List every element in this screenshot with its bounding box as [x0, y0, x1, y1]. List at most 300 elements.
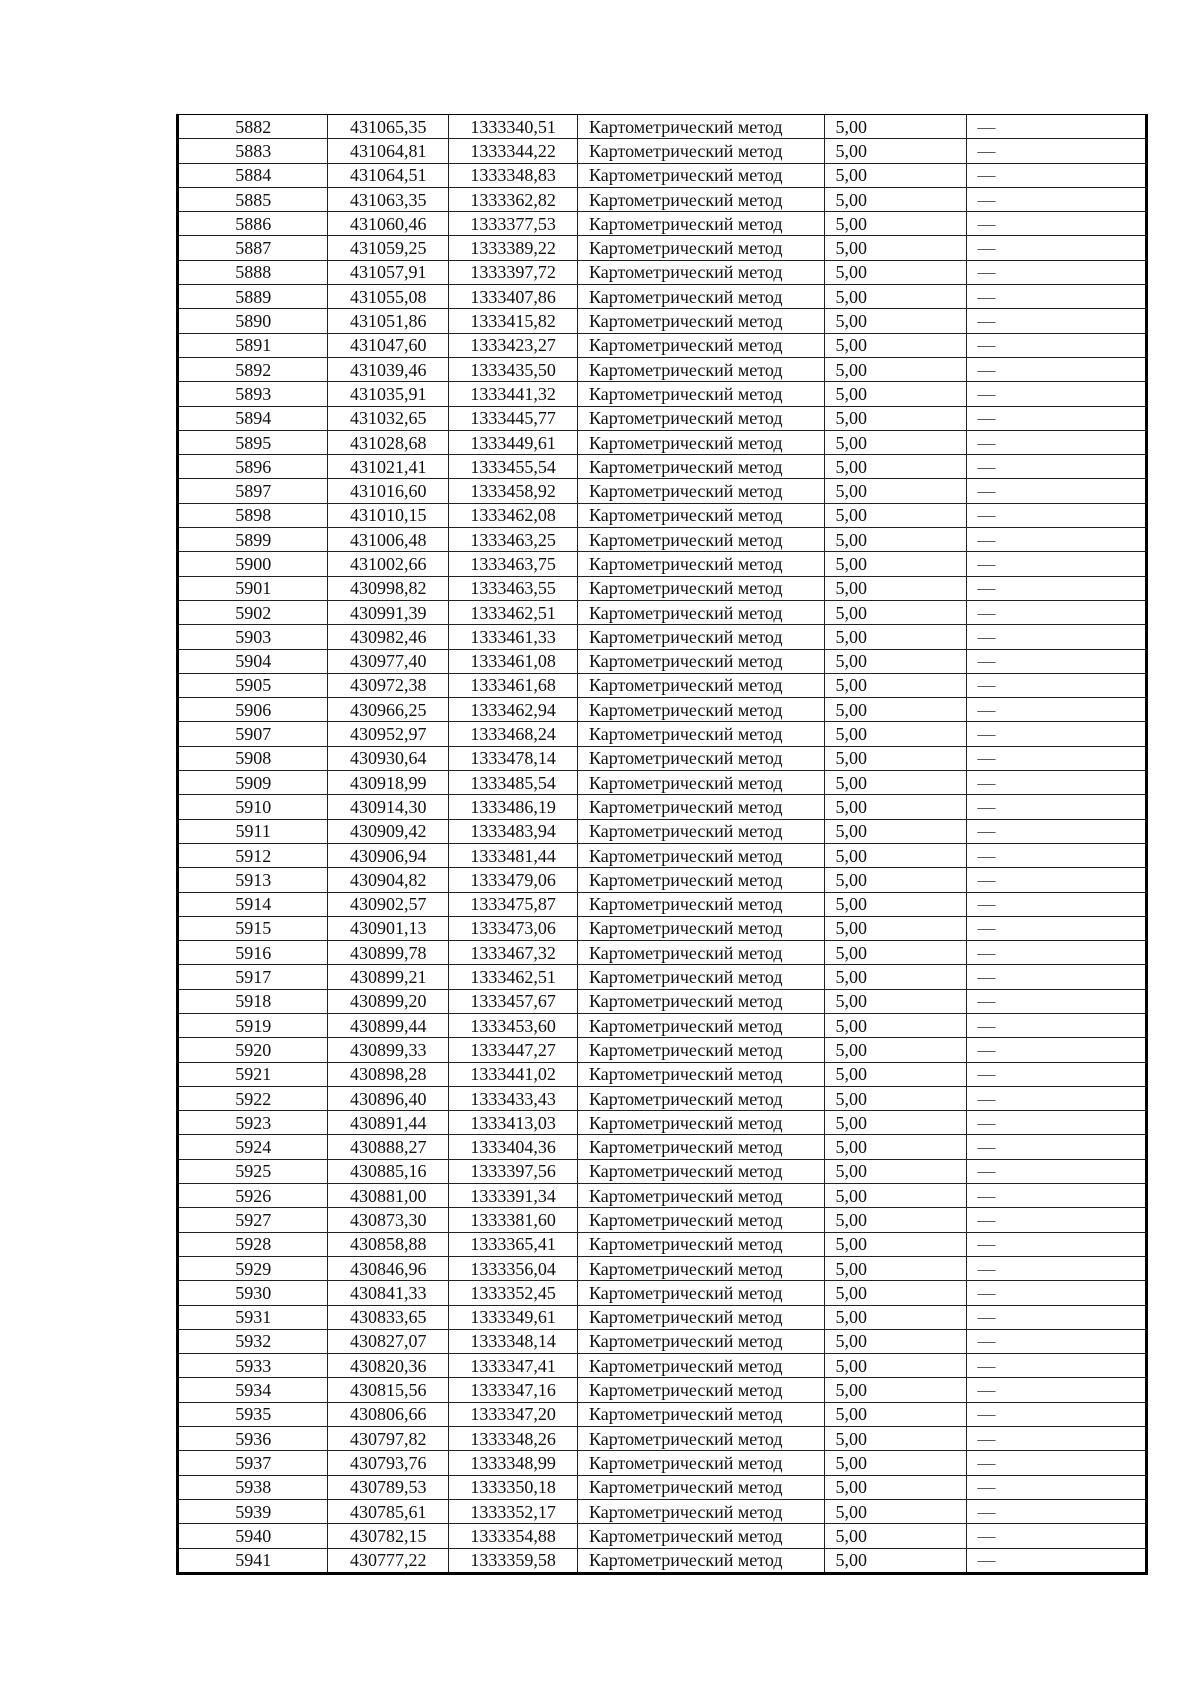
table-row	[179, 163, 1145, 187]
method-cell: Картометрический метод	[577, 1086, 824, 1110]
x-coordinate-cell: 430914,30	[328, 795, 449, 819]
precision-cell: 5,00	[824, 819, 967, 843]
table-row	[179, 333, 1145, 357]
precision-cell: 5,00	[824, 600, 967, 624]
y-coordinate-cell: 1333458,92	[449, 479, 578, 503]
point-number-cell: 5887	[179, 236, 328, 260]
description-cell: —	[967, 1548, 1145, 1572]
point-number-cell: 5924	[179, 1135, 328, 1159]
y-coordinate-cell: 1333407,86	[449, 285, 578, 309]
x-coordinate-cell: 430833,65	[328, 1305, 449, 1329]
y-coordinate-cell: 1333462,51	[449, 965, 578, 989]
x-coordinate-cell: 430891,44	[328, 1111, 449, 1135]
description-cell: —	[967, 989, 1145, 1013]
method-cell: Картометрический метод	[577, 576, 824, 600]
table-row	[179, 115, 1145, 139]
method-cell: Картометрический метод	[577, 455, 824, 479]
coordinates-table-body	[179, 115, 1145, 1572]
x-coordinate-cell: 431059,25	[328, 236, 449, 260]
precision-cell: 5,00	[824, 1062, 967, 1086]
x-coordinate-cell: 431002,66	[328, 552, 449, 576]
y-coordinate-cell: 1333486,19	[449, 795, 578, 819]
x-coordinate-cell: 430898,28	[328, 1062, 449, 1086]
x-coordinate-cell: 430904,82	[328, 868, 449, 892]
x-coordinate-cell: 430793,76	[328, 1451, 449, 1475]
y-coordinate-cell: 1333449,61	[449, 430, 578, 454]
table-row	[179, 722, 1145, 746]
precision-cell: 5,00	[824, 212, 967, 236]
x-coordinate-cell: 430785,61	[328, 1499, 449, 1523]
y-coordinate-cell: 1333453,60	[449, 1013, 578, 1037]
precision-cell: 5,00	[824, 187, 967, 211]
y-coordinate-cell: 1333461,33	[449, 625, 578, 649]
description-cell: —	[967, 1086, 1145, 1110]
precision-cell: 5,00	[824, 1378, 967, 1402]
method-cell: Картометрический метод	[577, 1038, 824, 1062]
x-coordinate-cell: 430820,36	[328, 1354, 449, 1378]
y-coordinate-cell: 1333463,25	[449, 528, 578, 552]
point-number-cell: 5892	[179, 357, 328, 381]
table-row	[179, 1548, 1145, 1572]
point-number-cell: 5899	[179, 528, 328, 552]
description-cell: —	[967, 1111, 1145, 1135]
method-cell: Картометрический метод	[577, 236, 824, 260]
x-coordinate-cell: 430966,25	[328, 698, 449, 722]
point-number-cell: 5886	[179, 212, 328, 236]
description-cell: —	[967, 1427, 1145, 1451]
y-coordinate-cell: 1333377,53	[449, 212, 578, 236]
y-coordinate-cell: 1333461,08	[449, 649, 578, 673]
description-cell: —	[967, 1402, 1145, 1426]
table-row	[179, 285, 1145, 309]
y-coordinate-cell: 1333356,04	[449, 1256, 578, 1280]
table-row	[179, 1524, 1145, 1548]
y-coordinate-cell: 1333485,54	[449, 771, 578, 795]
description-cell: —	[967, 115, 1145, 139]
x-coordinate-cell: 430777,22	[328, 1548, 449, 1572]
point-number-cell: 5914	[179, 892, 328, 916]
description-cell: —	[967, 1378, 1145, 1402]
method-cell: Картометрический метод	[577, 1548, 824, 1572]
precision-cell: 5,00	[824, 285, 967, 309]
method-cell: Картометрический метод	[577, 1451, 824, 1475]
method-cell: Картометрический метод	[577, 309, 824, 333]
table-row	[179, 600, 1145, 624]
x-coordinate-cell: 431016,60	[328, 479, 449, 503]
description-cell: —	[967, 163, 1145, 187]
precision-cell: 5,00	[824, 965, 967, 989]
x-coordinate-cell: 430998,82	[328, 576, 449, 600]
y-coordinate-cell: 1333348,83	[449, 163, 578, 187]
description-cell: —	[967, 1499, 1145, 1523]
point-number-cell: 5926	[179, 1184, 328, 1208]
x-coordinate-cell: 430899,44	[328, 1013, 449, 1037]
precision-cell: 5,00	[824, 1184, 967, 1208]
description-cell: —	[967, 1329, 1145, 1353]
description-cell: —	[967, 187, 1145, 211]
point-number-cell: 5917	[179, 965, 328, 989]
x-coordinate-cell: 430881,00	[328, 1184, 449, 1208]
point-number-cell: 5918	[179, 989, 328, 1013]
precision-cell: 5,00	[824, 333, 967, 357]
table-row	[179, 1354, 1145, 1378]
description-cell: —	[967, 795, 1145, 819]
table-row	[179, 576, 1145, 600]
y-coordinate-cell: 1333435,50	[449, 357, 578, 381]
precision-cell: 5,00	[824, 430, 967, 454]
precision-cell: 5,00	[824, 989, 967, 1013]
description-cell: —	[967, 868, 1145, 892]
table-row	[179, 1159, 1145, 1183]
point-number-cell: 5915	[179, 916, 328, 940]
table-row	[179, 673, 1145, 697]
point-number-cell: 5903	[179, 625, 328, 649]
x-coordinate-cell: 430991,39	[328, 600, 449, 624]
x-coordinate-cell: 430899,20	[328, 989, 449, 1013]
table-row	[179, 1232, 1145, 1256]
description-cell: —	[967, 309, 1145, 333]
description-cell: —	[967, 455, 1145, 479]
x-coordinate-cell: 431010,15	[328, 503, 449, 527]
table-row	[179, 771, 1145, 795]
description-cell: —	[967, 1354, 1145, 1378]
method-cell: Картометрический метод	[577, 1281, 824, 1305]
point-number-cell: 5893	[179, 382, 328, 406]
x-coordinate-cell: 430918,99	[328, 771, 449, 795]
table-row	[179, 212, 1145, 236]
point-number-cell: 5919	[179, 1013, 328, 1037]
y-coordinate-cell: 1333397,72	[449, 260, 578, 284]
table-row	[179, 1086, 1145, 1110]
precision-cell: 5,00	[824, 843, 967, 867]
precision-cell: 5,00	[824, 1354, 967, 1378]
x-coordinate-cell: 430977,40	[328, 649, 449, 673]
method-cell: Картометрический метод	[577, 1524, 824, 1548]
table-row	[179, 1499, 1145, 1523]
table-row	[179, 892, 1145, 916]
table-row	[179, 746, 1145, 770]
precision-cell: 5,00	[824, 1427, 967, 1451]
method-cell: Картометрический метод	[577, 333, 824, 357]
x-coordinate-cell: 430858,88	[328, 1232, 449, 1256]
method-cell: Картометрический метод	[577, 1159, 824, 1183]
method-cell: Картометрический метод	[577, 430, 824, 454]
y-coordinate-cell: 1333447,27	[449, 1038, 578, 1062]
method-cell: Картометрический метод	[577, 625, 824, 649]
description-cell: —	[967, 916, 1145, 940]
method-cell: Картометрический метод	[577, 1208, 824, 1232]
precision-cell: 5,00	[824, 1548, 967, 1572]
x-coordinate-cell: 430797,82	[328, 1427, 449, 1451]
x-coordinate-cell: 430815,56	[328, 1378, 449, 1402]
point-number-cell: 5884	[179, 163, 328, 187]
precision-cell: 5,00	[824, 139, 967, 163]
y-coordinate-cell: 1333404,36	[449, 1135, 578, 1159]
precision-cell: 5,00	[824, 576, 967, 600]
description-cell: —	[967, 892, 1145, 916]
table-row	[179, 236, 1145, 260]
method-cell: Картометрический метод	[577, 479, 824, 503]
y-coordinate-cell: 1333381,60	[449, 1208, 578, 1232]
point-number-cell: 5890	[179, 309, 328, 333]
x-coordinate-cell: 431028,68	[328, 430, 449, 454]
x-coordinate-cell: 431021,41	[328, 455, 449, 479]
point-number-cell: 5910	[179, 795, 328, 819]
description-cell: —	[967, 941, 1145, 965]
precision-cell: 5,00	[824, 1111, 967, 1135]
table-row	[179, 455, 1145, 479]
method-cell: Картометрический метод	[577, 1062, 824, 1086]
method-cell: Картометрический метод	[577, 771, 824, 795]
y-coordinate-cell: 1333413,03	[449, 1111, 578, 1135]
point-number-cell: 5937	[179, 1451, 328, 1475]
point-number-cell: 5883	[179, 139, 328, 163]
description-cell: —	[967, 260, 1145, 284]
x-coordinate-cell: 431051,86	[328, 309, 449, 333]
method-cell: Картометрический метод	[577, 649, 824, 673]
method-cell: Картометрический метод	[577, 722, 824, 746]
x-coordinate-cell: 430806,66	[328, 1402, 449, 1426]
y-coordinate-cell: 1333348,99	[449, 1451, 578, 1475]
method-cell: Картометрический метод	[577, 673, 824, 697]
table-row	[179, 698, 1145, 722]
y-coordinate-cell: 1333473,06	[449, 916, 578, 940]
table-row	[179, 406, 1145, 430]
table-row	[179, 260, 1145, 284]
y-coordinate-cell: 1333362,82	[449, 187, 578, 211]
description-cell: —	[967, 479, 1145, 503]
y-coordinate-cell: 1333462,94	[449, 698, 578, 722]
method-cell: Картометрический метод	[577, 357, 824, 381]
y-coordinate-cell: 1333481,44	[449, 843, 578, 867]
table-row	[179, 625, 1145, 649]
precision-cell: 5,00	[824, 309, 967, 333]
x-coordinate-cell: 430902,57	[328, 892, 449, 916]
precision-cell: 5,00	[824, 941, 967, 965]
y-coordinate-cell: 1333391,34	[449, 1184, 578, 1208]
y-coordinate-cell: 1333441,32	[449, 382, 578, 406]
y-coordinate-cell: 1333483,94	[449, 819, 578, 843]
x-coordinate-cell: 430789,53	[328, 1475, 449, 1499]
coordinates-table	[179, 115, 1145, 1572]
method-cell: Картометрический метод	[577, 843, 824, 867]
y-coordinate-cell: 1333344,22	[449, 139, 578, 163]
table-row	[179, 916, 1145, 940]
y-coordinate-cell: 1333347,16	[449, 1378, 578, 1402]
precision-cell: 5,00	[824, 1329, 967, 1353]
x-coordinate-cell: 430841,33	[328, 1281, 449, 1305]
y-coordinate-cell: 1333433,43	[449, 1086, 578, 1110]
precision-cell: 5,00	[824, 1499, 967, 1523]
point-number-cell: 5941	[179, 1548, 328, 1572]
description-cell: —	[967, 625, 1145, 649]
y-coordinate-cell: 1333352,17	[449, 1499, 578, 1523]
x-coordinate-cell: 430972,38	[328, 673, 449, 697]
x-coordinate-cell: 431055,08	[328, 285, 449, 309]
x-coordinate-cell: 430827,07	[328, 1329, 449, 1353]
point-number-cell: 5906	[179, 698, 328, 722]
precision-cell: 5,00	[824, 892, 967, 916]
table-row	[179, 1135, 1145, 1159]
description-cell: —	[967, 819, 1145, 843]
x-coordinate-cell: 430901,13	[328, 916, 449, 940]
y-coordinate-cell: 1333441,02	[449, 1062, 578, 1086]
description-cell: —	[967, 771, 1145, 795]
point-number-cell: 5901	[179, 576, 328, 600]
x-coordinate-cell: 430930,64	[328, 746, 449, 770]
table-row	[179, 528, 1145, 552]
precision-cell: 5,00	[824, 771, 967, 795]
method-cell: Картометрический метод	[577, 1354, 824, 1378]
method-cell: Картометрический метод	[577, 916, 824, 940]
x-coordinate-cell: 430899,21	[328, 965, 449, 989]
table-row	[179, 139, 1145, 163]
description-cell: —	[967, 746, 1145, 770]
table-row	[179, 1305, 1145, 1329]
x-coordinate-cell: 431060,46	[328, 212, 449, 236]
x-coordinate-cell: 431006,48	[328, 528, 449, 552]
x-coordinate-cell: 431047,60	[328, 333, 449, 357]
point-number-cell: 5909	[179, 771, 328, 795]
description-cell: —	[967, 212, 1145, 236]
description-cell: —	[967, 1062, 1145, 1086]
table-row	[179, 1208, 1145, 1232]
table-row	[179, 1256, 1145, 1280]
point-number-cell: 5894	[179, 406, 328, 430]
x-coordinate-cell: 431065,35	[328, 115, 449, 139]
x-coordinate-cell: 431057,91	[328, 260, 449, 284]
method-cell: Картометрический метод	[577, 941, 824, 965]
y-coordinate-cell: 1333352,45	[449, 1281, 578, 1305]
method-cell: Картометрический метод	[577, 1305, 824, 1329]
point-number-cell: 5913	[179, 868, 328, 892]
description-cell: —	[967, 357, 1145, 381]
point-number-cell: 5905	[179, 673, 328, 697]
x-coordinate-cell: 430896,40	[328, 1086, 449, 1110]
x-coordinate-cell: 431063,35	[328, 187, 449, 211]
precision-cell: 5,00	[824, 649, 967, 673]
y-coordinate-cell: 1333354,88	[449, 1524, 578, 1548]
precision-cell: 5,00	[824, 795, 967, 819]
precision-cell: 5,00	[824, 455, 967, 479]
x-coordinate-cell: 430899,78	[328, 941, 449, 965]
method-cell: Картометрический метод	[577, 163, 824, 187]
precision-cell: 5,00	[824, 1475, 967, 1499]
x-coordinate-cell: 430888,27	[328, 1135, 449, 1159]
method-cell: Картометрический метод	[577, 260, 824, 284]
point-number-cell: 5897	[179, 479, 328, 503]
precision-cell: 5,00	[824, 1086, 967, 1110]
point-number-cell: 5923	[179, 1111, 328, 1135]
method-cell: Картометрический метод	[577, 285, 824, 309]
y-coordinate-cell: 1333468,24	[449, 722, 578, 746]
point-number-cell: 5885	[179, 187, 328, 211]
point-number-cell: 5938	[179, 1475, 328, 1499]
y-coordinate-cell: 1333478,14	[449, 746, 578, 770]
table-row	[179, 479, 1145, 503]
x-coordinate-cell: 430873,30	[328, 1208, 449, 1232]
table-row	[179, 868, 1145, 892]
description-cell: —	[967, 1281, 1145, 1305]
table-row	[179, 1013, 1145, 1037]
x-coordinate-cell: 431032,65	[328, 406, 449, 430]
point-number-cell: 5900	[179, 552, 328, 576]
precision-cell: 5,00	[824, 382, 967, 406]
precision-cell: 5,00	[824, 1305, 967, 1329]
precision-cell: 5,00	[824, 406, 967, 430]
method-cell: Картометрический метод	[577, 139, 824, 163]
point-number-cell: 5934	[179, 1378, 328, 1402]
method-cell: Картометрический метод	[577, 552, 824, 576]
y-coordinate-cell: 1333359,58	[449, 1548, 578, 1572]
method-cell: Картометрический метод	[577, 1013, 824, 1037]
table-row	[179, 1402, 1145, 1426]
y-coordinate-cell: 1333349,61	[449, 1305, 578, 1329]
method-cell: Картометрический метод	[577, 1111, 824, 1135]
y-coordinate-cell: 1333479,06	[449, 868, 578, 892]
point-number-cell: 5927	[179, 1208, 328, 1232]
method-cell: Картометрический метод	[577, 600, 824, 624]
point-number-cell: 5895	[179, 430, 328, 454]
table-row	[179, 552, 1145, 576]
point-number-cell: 5916	[179, 941, 328, 965]
table-row	[179, 1062, 1145, 1086]
point-number-cell: 5936	[179, 1427, 328, 1451]
table-row	[179, 309, 1145, 333]
method-cell: Картометрический метод	[577, 892, 824, 916]
point-number-cell: 5933	[179, 1354, 328, 1378]
method-cell: Картометрический метод	[577, 1427, 824, 1451]
precision-cell: 5,00	[824, 698, 967, 722]
method-cell: Картометрический метод	[577, 1184, 824, 1208]
x-coordinate-cell: 430952,97	[328, 722, 449, 746]
table-row	[179, 1475, 1145, 1499]
point-number-cell: 5940	[179, 1524, 328, 1548]
precision-cell: 5,00	[824, 1159, 967, 1183]
description-cell: —	[967, 1451, 1145, 1475]
precision-cell: 5,00	[824, 552, 967, 576]
precision-cell: 5,00	[824, 1451, 967, 1475]
description-cell: —	[967, 1475, 1145, 1499]
x-coordinate-cell: 430899,33	[328, 1038, 449, 1062]
precision-cell: 5,00	[824, 746, 967, 770]
method-cell: Картометрический метод	[577, 1499, 824, 1523]
description-cell: —	[967, 698, 1145, 722]
method-cell: Картометрический метод	[577, 1475, 824, 1499]
method-cell: Картометрический метод	[577, 746, 824, 770]
table-row	[179, 1329, 1145, 1353]
precision-cell: 5,00	[824, 1135, 967, 1159]
description-cell: —	[967, 1232, 1145, 1256]
point-number-cell: 5921	[179, 1062, 328, 1086]
point-number-cell: 5908	[179, 746, 328, 770]
y-coordinate-cell: 1333340,51	[449, 115, 578, 139]
y-coordinate-cell: 1333462,51	[449, 600, 578, 624]
x-coordinate-cell: 430846,96	[328, 1256, 449, 1280]
point-number-cell: 5907	[179, 722, 328, 746]
x-coordinate-cell: 431035,91	[328, 382, 449, 406]
description-cell: —	[967, 965, 1145, 989]
y-coordinate-cell: 1333347,41	[449, 1354, 578, 1378]
table-row	[179, 1111, 1145, 1135]
point-number-cell: 5889	[179, 285, 328, 309]
point-number-cell: 5904	[179, 649, 328, 673]
precision-cell: 5,00	[824, 479, 967, 503]
description-cell: —	[967, 576, 1145, 600]
method-cell: Картометрический метод	[577, 382, 824, 406]
y-coordinate-cell: 1333461,68	[449, 673, 578, 697]
point-number-cell: 5911	[179, 819, 328, 843]
